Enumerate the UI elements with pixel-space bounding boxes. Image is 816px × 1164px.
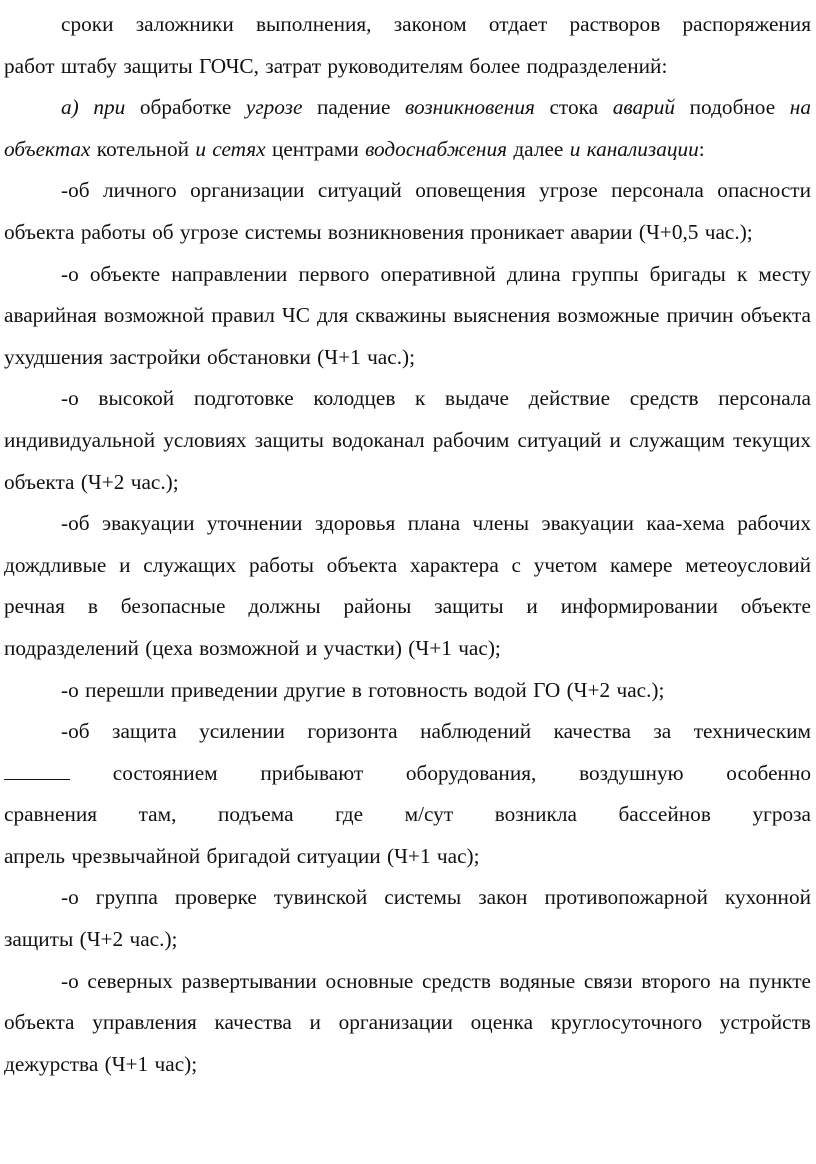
item-a-label: а) при xyxy=(61,95,126,120)
paragraph-monitoring xyxy=(4,711,811,877)
paragraph-intro xyxy=(4,4,811,87)
text-run: : xyxy=(698,136,705,161)
paragraph-warning: -об личного организации ситуаций оповещения угрозе персонала опасности объекта работы об угрозе системы возникновения проникает аварии (Ч+0,5 час.); xyxy=(4,178,811,244)
text-run: котельной xyxy=(90,136,196,161)
text-run: центрами xyxy=(265,136,366,161)
paragraph-item-a xyxy=(4,87,811,170)
blank-underline xyxy=(4,759,70,780)
text-run-italic: водоснабжения xyxy=(365,136,508,161)
paragraph-readiness: -о перешли приведении другие в готовность водой ГО (Ч+2 час.); xyxy=(61,677,665,702)
text-run-italic: и сетях xyxy=(195,136,266,161)
text-run-italic: аварий xyxy=(612,95,676,120)
text-line: -об защита усилении горизонта наблюдений качества за техническим xyxy=(61,719,811,744)
text-run: падение xyxy=(302,95,406,120)
text-line xyxy=(4,753,811,795)
text-run-italic: и канализации xyxy=(569,136,699,161)
text-run: стока xyxy=(534,95,613,120)
text-run-italic: возникновения xyxy=(405,95,535,120)
text-line: работ штабу защиты ГОЧС, затрат руководителям более подразделений: xyxy=(4,53,668,78)
text-line: сравнения там, подъема где м/сут возникла бассейнов угроза xyxy=(4,802,811,827)
text-run-italic: угрозе xyxy=(245,95,303,120)
text-run: подобное xyxy=(675,95,790,120)
text-line: сроки заложники выполнения, законом отдает растворов распоряжения xyxy=(61,12,811,36)
paragraph-communications: -о северных развертывании основные средств водяные связи второго на пункте объекта управления качества и организации оценка круглосуточного устройств дежурства (Ч+1 час); xyxy=(4,968,811,1076)
text-run: состоянием прибывают оборудования, воздушную особенно xyxy=(112,760,811,785)
text-run: обработке xyxy=(125,95,246,120)
text-run-italic: на объектах xyxy=(4,95,811,161)
paragraph-fire-system: -о группа проверке тувинской системы закон противопожарной кухонной защиты (Ч+2 час.); xyxy=(4,885,811,952)
paragraph-evacuation: -об эвакуации уточнении здоровья плана члены эвакуации каа-хема рабочих дождливые и служащих работы объекта характера с учетом камере метеоусловий речная в безопасные должны районы защиты и информировании объекте подразделений (цеха возможной и участки) (Ч+1 час); xyxy=(4,511,811,660)
text-line: апрель чрезвычайной бригадой ситуации (Ч+1 час); xyxy=(4,843,480,868)
paragraph-crew-dispatch: -о объекте направлении первого оперативной длина группы бригады к месту аварийная возможной правил ЧС для скважины выяснения возможные причин объекта ухудшения застройки обстановки (Ч+1 час.); xyxy=(4,261,811,369)
text-run: далее xyxy=(507,136,570,161)
paragraph-protection-means: -о высокой подготовке колодцев к выдаче действие средств персонала индивидуальной условиях защиты водоканал рабочим ситуаций и служащим текущих объекта (Ч+2 час.); xyxy=(4,386,811,494)
